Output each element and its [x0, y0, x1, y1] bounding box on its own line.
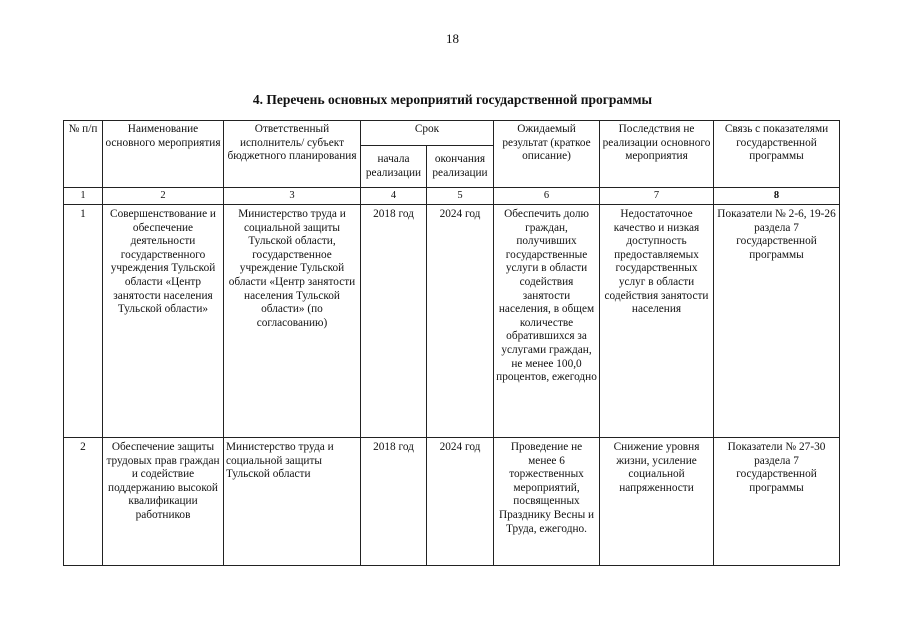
- row-end: 2024 год: [427, 205, 494, 438]
- row-consequences: Снижение уровня жизни, усиление социальной напряженности: [600, 438, 714, 566]
- header-expected: Ожидаемый результат (краткое описание): [494, 121, 600, 188]
- header-term-end: окончания реализации: [427, 146, 494, 188]
- row-name: Совершенствование и обеспечение деятельности государственного учреждения Тульской области «Центр занятости населения Тульской области»: [103, 205, 224, 438]
- header-consequences: Последствия не реализации основного мероприятия: [600, 121, 714, 188]
- header-term-start: начала реализации: [361, 146, 427, 188]
- row-num: 2: [64, 438, 103, 566]
- row-expected: Проведение не менее 6 торжественных мероприятий, посвященных Празднику Весны и Труда, ежегодно.: [494, 438, 600, 566]
- column-number: 8: [714, 188, 840, 205]
- column-number: 6: [494, 188, 600, 205]
- row-name: Обеспечение защиты трудовых прав граждан и содействие поддержанию высокой квалификации работников: [103, 438, 224, 566]
- header-num: № п/п: [64, 121, 103, 188]
- header-link: Связь с показателями государственной программы: [714, 121, 840, 188]
- row-responsible: Министерство труда и социальной защиты Тульской области, государственное учреждение Тульской области «Центр занятости населения Тульской области» (по согласованию): [224, 205, 361, 438]
- column-number: 4: [361, 188, 427, 205]
- row-start: 2018 год: [361, 438, 427, 566]
- column-number: 7: [600, 188, 714, 205]
- column-number: 5: [427, 188, 494, 205]
- row-link: Показатели № 27-30 раздела 7 государственной программы: [714, 438, 840, 566]
- row-start: 2018 год: [361, 205, 427, 438]
- section-title: 4. Перечень основных мероприятий государственной программы: [252, 92, 653, 107]
- table-row: [64, 205, 840, 438]
- column-number: 2: [103, 188, 224, 205]
- column-number: 3: [224, 188, 361, 205]
- page-number: 18: [446, 31, 459, 46]
- column-number-row: [64, 188, 840, 205]
- row-consequences: Недостаточное качество и низкая доступность предоставляемых государственных услуг в области содействия занятости населения: [600, 205, 714, 438]
- header-name: Наименование основного мероприятия: [103, 121, 224, 188]
- row-link: Показатели № 2-6, 19-26 раздела 7 государственной программы: [714, 205, 840, 438]
- header-term: Срок: [361, 121, 494, 146]
- row-responsible: Министерство труда и социальной защиты Тульской области: [224, 438, 361, 566]
- table-row: [64, 438, 840, 566]
- activities-table: [63, 120, 840, 566]
- header-row: [64, 121, 840, 146]
- column-number: 1: [64, 188, 103, 205]
- row-end: 2024 год: [427, 438, 494, 566]
- header-responsible: Ответственный исполнитель/ субъект бюджетного планирования: [224, 121, 361, 188]
- row-num: 1: [64, 205, 103, 438]
- row-expected: Обеспечить долю граждан, получивших государственные услуги в области содействия занятости населения, в общем количестве обратившихся за услугами граждан, не менее 100,0 процентов, ежегодно: [494, 205, 600, 438]
